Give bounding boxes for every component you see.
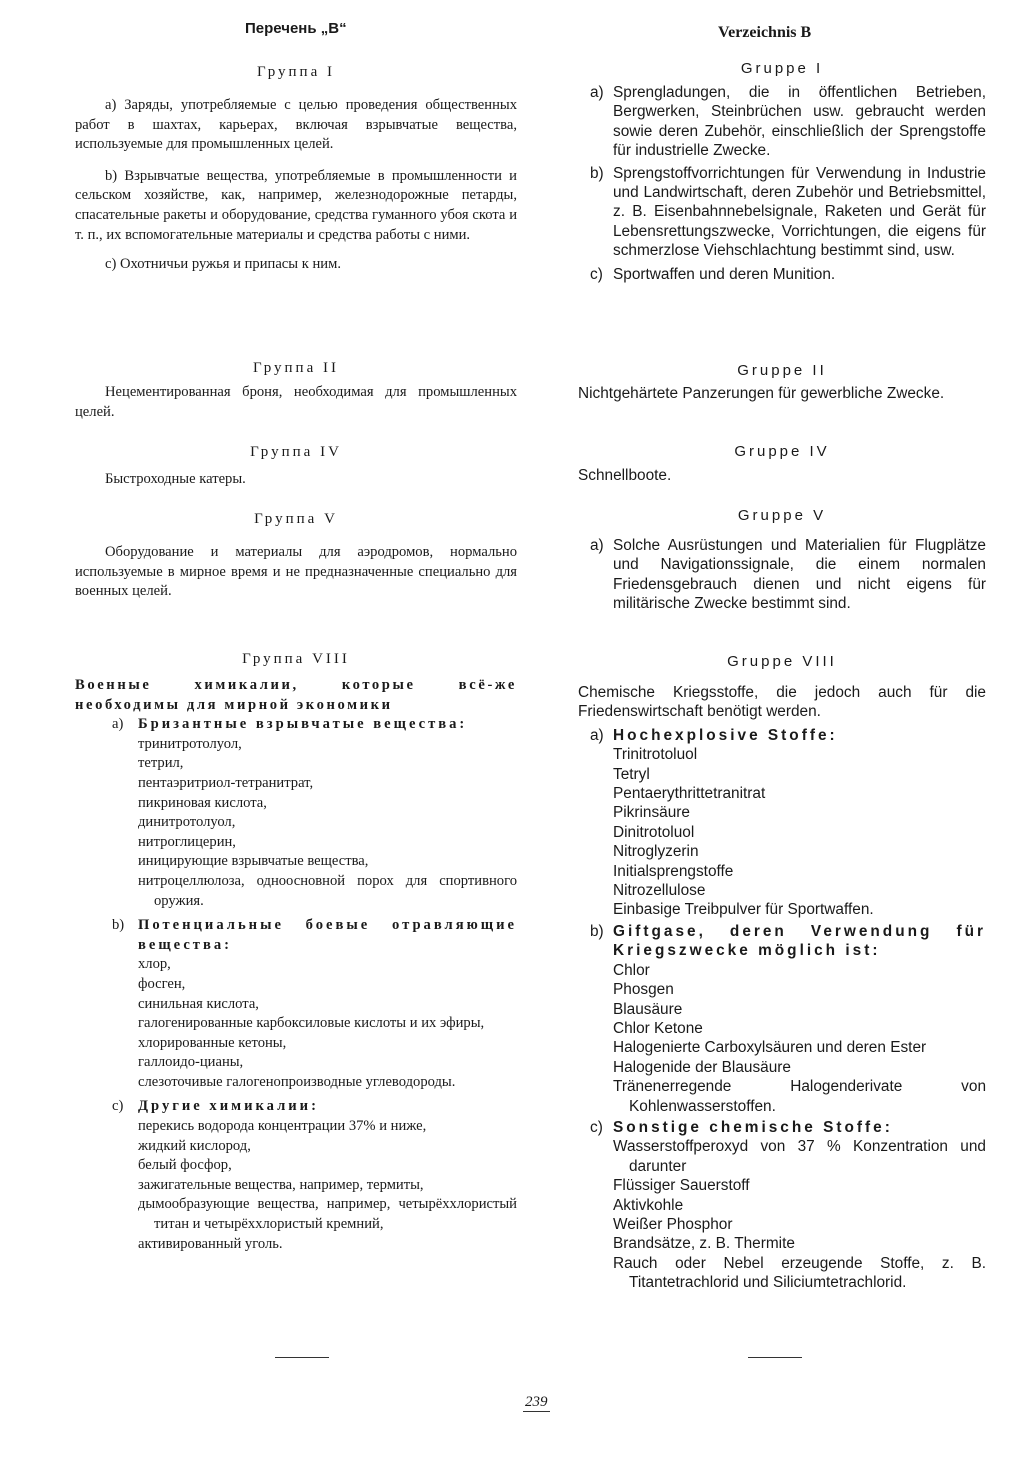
item-text: Sprengstoffvorrichtungen für Verwendung in Industrie und Landwirtschaft, deren Zubehör und Betriebsmittel, z. B. Eisenbahnnebelsignale, Raketen und Gerät für Lebensrettungszwecke, Vorrichtungen, die eigens für schmerzlose Viehschlachtung bestimmt sind, usw.	[613, 164, 986, 260]
list-item: нитроглицерин,	[138, 833, 236, 850]
de-g1-item-c	[590, 265, 986, 284]
ru-g8-intro: Военные химикалии, которые всё-же необходимы для мирной экономики	[75, 677, 517, 713]
list-item: тетрил,	[138, 755, 184, 772]
ru-g1-item-b	[75, 167, 517, 245]
list-item: Phosgen	[613, 981, 674, 999]
list-item: перекись водорода концентрации 37% и ниже,	[138, 1118, 427, 1135]
list-item: синильная кислота,	[138, 995, 259, 1012]
de-g8-c-head: Sonstige chemische Stoffe:	[613, 1118, 893, 1136]
list-item: динитротолуол,	[138, 814, 236, 831]
item-label: a)	[590, 84, 604, 101]
list-item: Halogenierte Carboxylsäuren und deren Ester	[613, 1039, 927, 1057]
ru-g8-a-head: Бризантные взрывчатые вещества:	[138, 716, 468, 733]
ru-group-1-heading: Группа I	[257, 64, 335, 80]
ru-group-2-text: Нецементированная броня, необходимая для промышленных целей.	[75, 384, 517, 420]
de-g1-item-a	[590, 83, 986, 161]
list-item: галогенированные карбоксиловые кислоты и их эфиры,	[138, 1015, 485, 1032]
list-item: жидкий кислород,	[138, 1137, 251, 1154]
de-g8-a-list	[613, 745, 986, 920]
list-item: Weißer Phosphor	[613, 1215, 733, 1233]
ru-group-5-text: Оборудование и материалы для аэродромов, нормально используемые в мирное время и не предназначенные специально для военных целей.	[75, 544, 517, 600]
list-item: Chlor Ketone	[613, 1019, 703, 1037]
ru-group-8-heading: Группа VIII	[242, 651, 350, 667]
item-label: b)	[112, 917, 125, 934]
de-group-5-body	[578, 536, 986, 614]
ru-g8-b-list	[138, 955, 517, 1092]
ru-g8-item-b	[112, 916, 517, 1092]
de-group-4-heading: Gruppe IV	[734, 443, 830, 460]
de-g8-a-head: Hochexplosive Stoffe:	[613, 726, 838, 744]
ru-group-5-heading: Группа V	[254, 511, 338, 527]
de-g5-item-a	[590, 536, 986, 614]
item-text: Sportwaffen und deren Munition.	[613, 265, 836, 283]
ru-g8-item-c	[112, 1097, 517, 1254]
page-number: 239	[525, 1394, 548, 1410]
de-g8-c-list	[613, 1137, 986, 1292]
de-g8-b-head: Giftgase, deren Verwendung für Kriegszwecke möglich ist:	[613, 922, 986, 960]
list-item: дымообразующие вещества, например, четырёххлористый титан и четырёххлористый кремний,	[138, 1196, 517, 1233]
ru-end-rule	[275, 1357, 329, 1358]
de-g1-item-b	[590, 164, 986, 261]
ru-g8-a-list	[138, 735, 517, 911]
list-item: Rauch oder Nebel erzeugende Stoffe, z. B. Titantetrachlorid und Siliciumtetrachlorid.	[613, 1254, 986, 1292]
list-item: нитроцеллюлоза, одноосновной порох для спортивного оружия.	[138, 872, 517, 909]
item-label: c)	[590, 265, 603, 283]
list-item: Wasserstoffperoxyd von 37 % Konzentration und darunter	[613, 1138, 986, 1175]
list-item: Pentaerythrittetranitrat	[613, 785, 766, 803]
ru-list-title: Перечень „В“	[245, 20, 347, 37]
list-item: Chlor	[613, 961, 650, 979]
list-item: активированный уголь.	[138, 1235, 283, 1252]
list-item: Tränenerregende Halogenderivate von Kohlenwasserstoffen.	[613, 1078, 986, 1115]
de-group-4-text: Schnellboote.	[578, 467, 672, 484]
item-text: Взрывчатые вещества, употребляемые в промышленности и сельском хозяйстве, как, например, железнодорожные петарды, спасательные ракеты и оборудование, средства гуманного убоя скота и т. п., их вспомогательные материалы и средства работы с ними.	[75, 167, 517, 243]
ru-group-4-heading: Группа IV	[250, 444, 342, 460]
de-g8-b-list	[613, 961, 986, 1116]
list-item: хлорированные кетоны,	[138, 1034, 287, 1051]
item-label: b)	[105, 167, 118, 184]
list-item: зажигательные вещества, например, термиты,	[138, 1176, 424, 1193]
ru-group-1-body	[75, 96, 517, 275]
de-list-title: Verzeichnis B	[718, 24, 812, 41]
de-g8-item-a	[590, 726, 986, 920]
ru-group-4-text: Быстроходные катеры.	[105, 471, 246, 487]
item-text: Sprengladungen, die in öffentlichen Betrieben, Bergwerken, Steinbrüchen usw. gebraucht werden sowie deren Zubehör, einschließlich der Sprengstoffe für industrielle Zwecke.	[613, 84, 986, 160]
ru-g8-c-list	[138, 1117, 517, 1254]
list-item: иницирующие взрывчатые вещества,	[138, 853, 369, 870]
list-item: тринитротолуол,	[138, 735, 242, 752]
list-item: Flüssiger Sauerstoff	[613, 1177, 750, 1195]
de-group-1-heading: Gruppe I	[740, 60, 824, 77]
list-item: Dinitrotoluol	[613, 823, 695, 841]
list-item: Nitroglyzerin	[613, 843, 699, 861]
ru-g8-c-head: Другие химикалии:	[138, 1098, 319, 1115]
de-group-5-heading: Gruppe V	[737, 507, 827, 524]
list-item: белый фосфор,	[138, 1157, 232, 1174]
list-item: Pikrinsäure	[613, 804, 690, 822]
item-label: c)	[112, 1098, 124, 1115]
list-item: Nitrozellulose	[613, 882, 706, 900]
item-text: Охотничьи ружья и припасы к ним.	[120, 256, 341, 273]
de-group-1-body	[578, 83, 986, 284]
list-item: Halogenide der Blausäure	[613, 1058, 791, 1076]
item-label: b)	[590, 922, 604, 940]
list-item: Brandsätze, z. B. Thermite	[613, 1235, 795, 1253]
item-text: Solche Ausrüstungen und Materialien für Flugplätze und Navigationssignale, die einem normalen Friedensgebrauch dienen und nicht eigens für militärische Zwecke bestimmt sind.	[613, 537, 986, 613]
ru-group-2-heading: Группа II	[253, 360, 339, 376]
de-group-8-body	[578, 683, 986, 1293]
de-g8-item-c	[590, 1118, 986, 1293]
de-group-2-text: Nichtgehärtete Panzerungen für gewerbliche Zwecke.	[578, 385, 945, 402]
ru-g1-item-c	[75, 255, 517, 275]
item-label: a)	[590, 537, 604, 554]
list-item: фосген,	[138, 975, 186, 992]
ru-g8-b-head: Потенциальные боевые отравляющие вещества:	[138, 917, 517, 953]
item-label: c)	[105, 256, 117, 273]
de-end-rule	[748, 1357, 802, 1358]
list-item: Blausäure	[613, 1000, 683, 1018]
de-g8-item-b	[590, 922, 986, 1116]
list-item: пикриновая кислота,	[138, 794, 267, 811]
item-text: Заряды, употребляемые с целью проведения общественных работ в шахтах, карьерах, включая взрывчатые вещества, используемые для промышленных целей.	[75, 97, 517, 153]
item-label: a)	[112, 716, 124, 733]
item-label: a)	[590, 726, 604, 744]
item-label: c)	[590, 1118, 603, 1136]
ru-g1-item-a	[75, 96, 517, 155]
list-item: Aktivkohle	[613, 1196, 684, 1214]
list-item: Tetryl	[613, 765, 650, 783]
ru-group-8-body	[75, 676, 517, 1254]
de-g8-intro: Chemische Kriegsstoffe, die jedoch auch für die Friedenswirtschaft benötigt werden.	[578, 684, 986, 721]
list-item: пентаэритриол-тетранитрат,	[138, 774, 314, 791]
list-item: слезоточивые галогенопроизводные углеводороды.	[138, 1073, 456, 1090]
list-item: хлор,	[138, 956, 171, 973]
ru-g8-item-a	[112, 715, 517, 911]
item-label: a)	[105, 97, 117, 113]
list-item: галлоидо-цианы,	[138, 1054, 244, 1071]
list-item: Trinitrotoluol	[613, 746, 698, 764]
de-group-2-heading: Gruppe II	[737, 362, 827, 379]
item-label: b)	[590, 164, 604, 182]
list-item: Initialsprengstoffe	[613, 862, 734, 880]
de-group-8-heading: Gruppe VIII	[727, 653, 837, 670]
list-item: Einbasige Treibpulver für Sportwaffen.	[613, 901, 874, 919]
